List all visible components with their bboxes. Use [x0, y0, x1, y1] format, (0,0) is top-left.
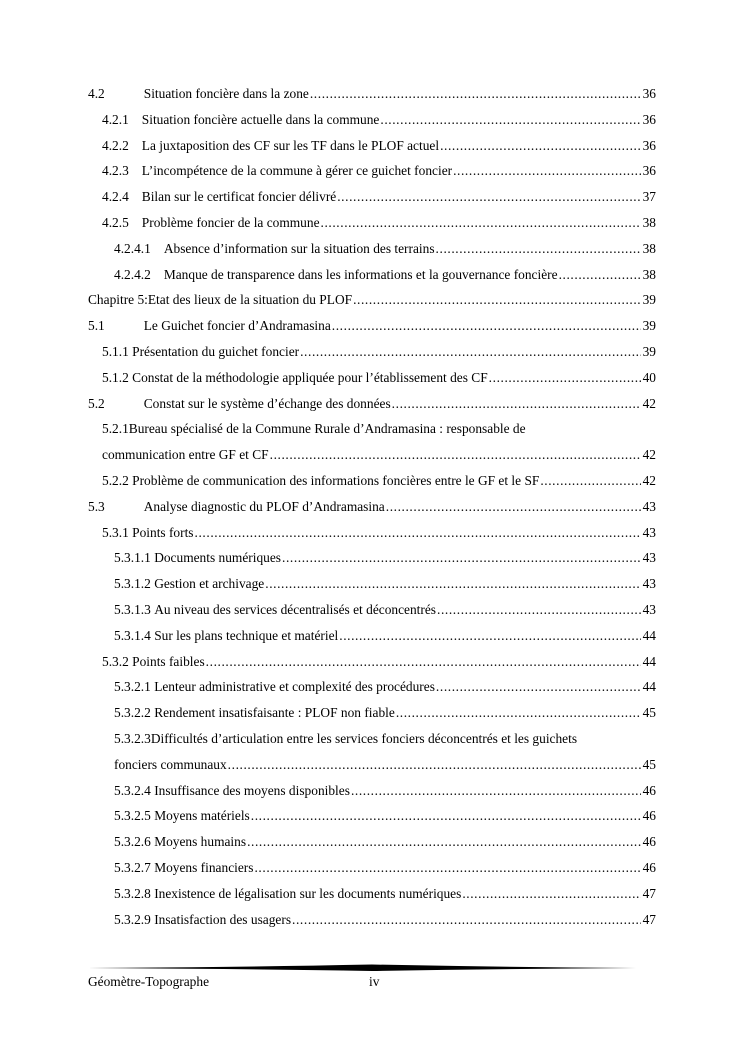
- toc-page-number: 45: [642, 756, 656, 772]
- toc-number: 5.2.1: [102, 421, 129, 437]
- toc-title: Situation foncière actuelle dans la commune: [141, 111, 380, 127]
- table-of-contents: [88, 86, 656, 937]
- toc-number: 5.2: [88, 395, 105, 411]
- toc-number: 5.1: [88, 318, 105, 334]
- dot-leader: [436, 679, 641, 695]
- toc-page-number: 45: [642, 705, 656, 721]
- toc-entry[interactable]: [88, 550, 656, 576]
- toc-page-number: 39: [642, 343, 656, 359]
- toc-number: 4.2.3: [102, 163, 129, 179]
- toc-entry[interactable]: [88, 576, 656, 602]
- toc-title: Problème de communication des informations foncières entre le GF et le SF: [132, 472, 540, 488]
- toc-title: Insuffisance des moyens disponibles: [154, 782, 350, 798]
- toc-number: 5.3: [88, 498, 105, 514]
- toc-page-number: 36: [642, 86, 656, 101]
- toc-title: Gestion et archivage: [154, 576, 265, 592]
- toc-page-number: 42: [642, 472, 656, 488]
- toc-entry[interactable]: [88, 267, 656, 293]
- toc-number: 5.3.2.7: [114, 859, 151, 875]
- toc-title-continuation: fonciers communaux: [114, 756, 227, 772]
- dot-leader: [489, 370, 641, 386]
- dot-leader: [254, 860, 640, 876]
- toc-number: 5.3.2.4: [114, 782, 151, 798]
- toc-title: Points faibles: [132, 653, 205, 669]
- toc-title: Manque de transparence dans les informations et la gouvernance foncière: [163, 266, 558, 282]
- toc-number: 5.3.2.1: [114, 679, 151, 695]
- toc-number: 4.2.4.2: [114, 266, 151, 282]
- toc-entry[interactable]: [88, 138, 656, 164]
- toc-number: 5.3.2.8: [114, 885, 151, 901]
- toc-number: Chapitre 5:: [88, 292, 148, 308]
- toc-page-number: 46: [642, 782, 656, 798]
- toc-entry-continuation[interactable]: [88, 757, 656, 783]
- toc-title: Difficultés d’articulation entre les services fonciers déconcentrés et les guichets: [150, 730, 578, 746]
- toc-page-number: 43: [642, 498, 656, 514]
- toc-number: 5.3.2.5: [114, 808, 151, 824]
- dot-leader: [265, 576, 640, 592]
- toc-page-number: 36: [642, 137, 656, 153]
- footer-rule: [88, 962, 656, 974]
- toc-number: 5.3.1.2: [114, 576, 151, 592]
- toc-title: Inexistence de légalisation sur les documents numériques: [154, 885, 462, 901]
- toc-number: 5.3.2.6: [114, 834, 151, 850]
- toc-number: 5.3.2.3: [114, 730, 151, 746]
- dot-leader: [339, 628, 640, 644]
- toc-title: Au niveau des services décentralisés et déconcentrés: [154, 601, 437, 617]
- toc-entry[interactable]: [88, 886, 656, 912]
- toc-entry[interactable]: [88, 602, 656, 628]
- dot-leader: [337, 189, 640, 205]
- dot-leader: [251, 808, 641, 824]
- toc-entry[interactable]: [88, 421, 656, 447]
- toc-number: 5.3.2: [102, 653, 129, 669]
- toc-number: 4.2.5: [102, 214, 129, 230]
- toc-entry[interactable]: [88, 396, 656, 422]
- toc-title: Insatisfaction des usagers: [154, 911, 292, 927]
- dot-leader: [351, 783, 641, 799]
- toc-title: Absence d’information sur la situation des terrains: [163, 240, 435, 256]
- dot-leader: [270, 447, 641, 463]
- toc-entry[interactable]: [88, 86, 656, 112]
- footer-left-text: Géomètre-Topographe: [88, 974, 210, 989]
- toc-entry[interactable]: [88, 318, 656, 344]
- toc-title: Analyse diagnostic du PLOF d’Andramasina: [143, 498, 385, 514]
- toc-page-number: 40: [642, 369, 656, 385]
- dot-leader: [353, 292, 641, 308]
- toc-page-number: 44: [642, 679, 656, 695]
- toc-page-number: 46: [642, 834, 656, 850]
- toc-title: Le Guichet foncier d’Andramasina: [143, 318, 331, 334]
- toc-title: Moyens humains: [154, 834, 247, 850]
- toc-number: 5.1.2: [102, 369, 129, 385]
- toc-entry[interactable]: [88, 370, 656, 396]
- dot-leader: [380, 112, 640, 128]
- dot-leader: [247, 834, 641, 850]
- toc-title: Documents numériques: [154, 550, 281, 566]
- toc-number: 5.1.1: [102, 343, 129, 359]
- dot-leader: [392, 396, 641, 412]
- dot-leader: [228, 757, 641, 773]
- dot-leader: [462, 886, 640, 902]
- toc-number: 5.3.2.2: [114, 705, 151, 721]
- toc-entry[interactable]: [88, 628, 656, 654]
- toc-page-number: 43: [642, 576, 656, 592]
- toc-number: 4.2.4: [102, 189, 129, 205]
- dot-leader: [453, 163, 641, 179]
- dot-leader: [437, 602, 641, 618]
- dot-leader: [386, 499, 641, 515]
- toc-title: Points forts: [132, 524, 194, 540]
- toc-entry[interactable]: [88, 499, 656, 525]
- toc-number: 5.3.2.9: [114, 911, 151, 927]
- page-footer: [88, 962, 656, 1002]
- dot-leader: [559, 267, 641, 283]
- toc-title: Etat des lieux de la situation du PLOF: [147, 292, 353, 308]
- toc-number: 4.2.4.1: [114, 240, 151, 256]
- toc-page-number: 38: [642, 214, 656, 230]
- dot-leader: [436, 241, 641, 257]
- toc-page-number: 38: [642, 266, 656, 282]
- toc-number: 5.3.1.4: [114, 627, 151, 643]
- toc-title: Moyens financiers: [154, 859, 254, 875]
- toc-number: 5.2.2: [102, 472, 129, 488]
- toc-number: 5.3.1.3: [114, 601, 151, 617]
- dot-leader: [292, 912, 641, 928]
- toc-page-number: 42: [642, 395, 656, 411]
- dot-leader: [282, 550, 641, 566]
- toc-page-number: 43: [642, 524, 656, 540]
- toc-page-number: 39: [642, 318, 656, 334]
- toc-entry[interactable]: [88, 112, 656, 138]
- toc-page-number: 38: [642, 240, 656, 256]
- toc-entry[interactable]: [88, 808, 656, 834]
- toc-title: Problème foncier de la commune: [141, 214, 320, 230]
- toc-title: Bilan sur le certificat foncier délivré: [141, 189, 337, 205]
- toc-title-continuation: communication entre GF et CF: [102, 447, 269, 463]
- toc-page-number: 43: [642, 601, 656, 617]
- toc-page-number: 36: [642, 111, 656, 127]
- toc-page-number: 44: [642, 653, 656, 669]
- toc-title: Situation foncière dans la zone: [143, 86, 309, 101]
- toc-title: Bureau spécialisé de la Commune Rurale d’Andramasina : responsable de: [128, 421, 526, 437]
- toc-entry[interactable]: [88, 834, 656, 860]
- dot-leader: [396, 705, 641, 721]
- toc-page-number: 43: [642, 550, 656, 566]
- toc-title: Moyens matériels: [154, 808, 250, 824]
- toc-page-number: 44: [642, 627, 656, 643]
- toc-number: 4.2.1: [102, 111, 129, 127]
- toc-entry-continuation[interactable]: [88, 447, 656, 473]
- toc-title: Rendement insatisfaisante : PLOF non fiable: [154, 705, 395, 721]
- dot-leader: [332, 318, 641, 334]
- toc-title: La juxtaposition des CF sur les TF dans le PLOF actuel: [141, 137, 440, 153]
- toc-page-number: 39: [642, 292, 656, 308]
- toc-number: 4.2.2: [102, 137, 129, 153]
- toc-page-number: 42: [642, 447, 656, 463]
- toc-page-number: 36: [642, 163, 656, 179]
- toc-title: Sur les plans technique et matériel: [154, 627, 339, 643]
- toc-title: Constat sur le système d’échange des données: [143, 395, 391, 411]
- toc-entry[interactable]: [88, 344, 656, 370]
- toc-title: L’incompétence de la commune à gérer ce guichet foncier: [141, 163, 453, 179]
- toc-page-number: 47: [642, 911, 656, 927]
- toc-entry[interactable]: [88, 679, 656, 705]
- dot-leader: [540, 473, 640, 489]
- page-number: iv: [369, 974, 380, 989]
- toc-entry[interactable]: [88, 912, 656, 938]
- toc-entry[interactable]: [88, 215, 656, 241]
- dot-leader: [300, 344, 641, 360]
- toc-title: Présentation du guichet foncier: [132, 343, 300, 359]
- toc-page-number: 46: [642, 808, 656, 824]
- toc-entry[interactable]: [88, 292, 656, 318]
- toc-entry[interactable]: [88, 654, 656, 680]
- toc-entry[interactable]: [88, 783, 656, 809]
- toc-number: 5.3.1.1: [114, 550, 151, 566]
- toc-title: Constat de la méthodologie appliquée pour l’établissement des CF: [132, 369, 488, 385]
- toc-entry[interactable]: [88, 241, 656, 267]
- toc-entry[interactable]: [88, 705, 656, 731]
- toc-entry[interactable]: [88, 860, 656, 886]
- toc-entry[interactable]: [88, 473, 656, 499]
- toc-entry[interactable]: [88, 189, 656, 215]
- dot-leader: [321, 215, 641, 231]
- dot-leader: [195, 525, 641, 541]
- dot-leader: [310, 86, 641, 102]
- toc-entry[interactable]: [88, 525, 656, 551]
- dot-leader: [440, 138, 641, 154]
- toc-page-number: 37: [642, 189, 656, 205]
- toc-title: Lenteur administrative et complexité des procédures: [154, 679, 435, 695]
- toc-number: 5.3.1: [102, 524, 129, 540]
- toc-entry[interactable]: [88, 731, 656, 757]
- toc-page-number: 46: [642, 859, 656, 875]
- toc-entry[interactable]: [88, 163, 656, 189]
- toc-page-number: 47: [642, 885, 656, 901]
- dot-leader: [206, 654, 641, 670]
- toc-number: 4.2: [88, 86, 105, 101]
